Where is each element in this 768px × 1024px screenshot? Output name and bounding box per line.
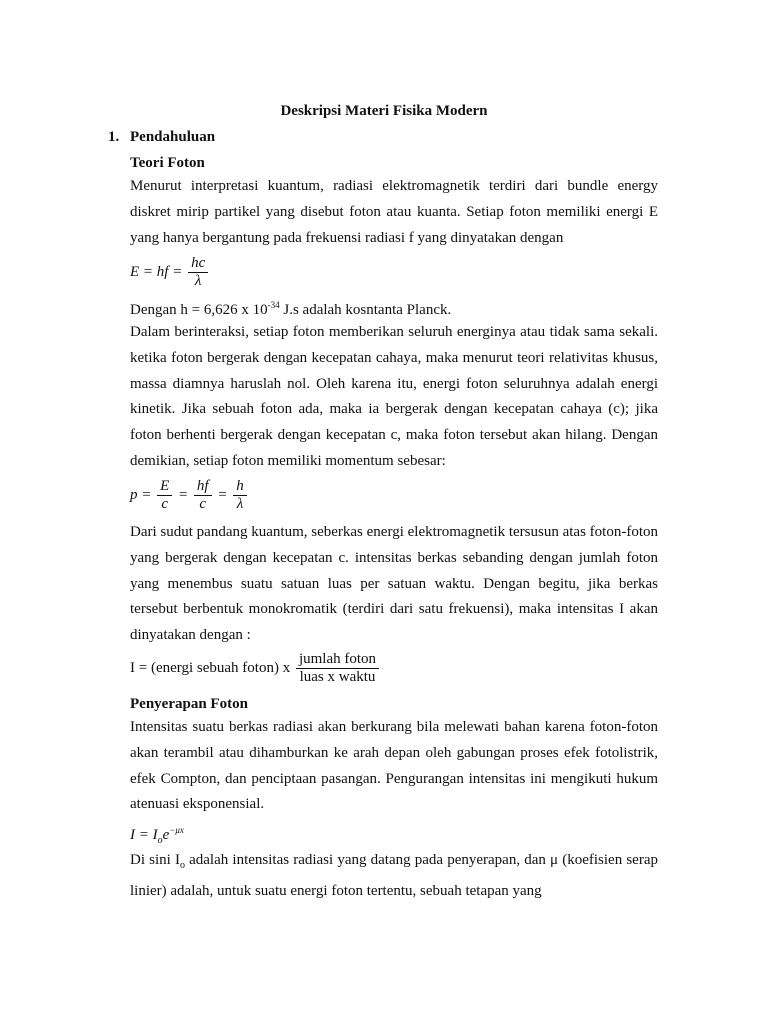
- fraction-denominator: c: [199, 496, 207, 512]
- equation-momentum: [130, 478, 249, 513]
- planck-suffix: J.s adalah kosntanta Planck.: [279, 302, 452, 318]
- planck-exponent: -34: [267, 300, 280, 310]
- para5-rest: adalah intensitas radiasi yang datang pada penyerapan, dan μ (koefisien serap linier) adalah, untuk suatu energi foton tertentu, sebuah tetapan yang: [130, 852, 658, 899]
- fraction-numerator: jumlah foton: [296, 651, 379, 669]
- fraction-e-c: [157, 478, 172, 513]
- exp-base: e: [162, 827, 170, 843]
- fraction-denominator: λ: [194, 273, 202, 289]
- fraction-hf-c: [194, 478, 212, 513]
- subheading-teori-foton: Teori Foton: [130, 155, 205, 171]
- subscript-o: o: [157, 835, 163, 846]
- subheading-penyerapan-foton: Penyerapan Foton: [130, 696, 248, 712]
- para5-subscript: o: [179, 860, 185, 871]
- paragraph-intro: Menurut interpretasi kuantum, radiasi elektromagnetik terdiri dari bundle energy diskret mirip partikel yang disebut foton atau kuanta. Setiap foton memiliki energi E yang hanya bergantung pada frekuensi radiasi f yang dinyatakan dengan: [130, 178, 658, 246]
- fraction-numerator: hf: [194, 478, 212, 496]
- equation-momentum-lhs: p =: [130, 486, 152, 503]
- section-title: Pendahuluan: [130, 129, 216, 145]
- section-number: 1.: [108, 129, 120, 145]
- planck-constant-line: [130, 300, 451, 319]
- fraction-photons-area-time: [296, 651, 379, 686]
- fraction-hc-lambda: [188, 255, 208, 290]
- equation-energy: [130, 255, 210, 290]
- equation-energy-lhs: E = hf =: [130, 263, 183, 280]
- fraction-denominator: luas x waktu: [299, 669, 376, 685]
- equals-sign: =: [178, 486, 189, 503]
- para5-prefix: Di sini I: [130, 852, 180, 868]
- paragraph-quantum-view: Dari sudut pandang kuantum, seberkas energi elektromagnetik tersusun atas foton-foton yang bergerak dengan kecepatan c. intensitas berkas sebanding dengan jumlah foton yang menembus suatu satuan luas per satuan waktu. Dengan begitu, jika berkas tersebut berbentuk monokromatik (terdiri dari satu frekuensi), maka intensitas I akan dinyatakan dengan :: [130, 524, 658, 644]
- equals-sign: =: [217, 486, 228, 503]
- fraction-numerator: hc: [188, 255, 208, 273]
- exp-power: −μx: [169, 825, 184, 835]
- equation-intensity: [130, 651, 381, 686]
- document-title: Deskripsi Materi Fisika Modern: [280, 103, 488, 119]
- equation-attenuation: [130, 825, 184, 846]
- equation-intensity-lhs: I = (energi sebuah foton) x: [130, 659, 291, 676]
- paragraph-interaction: Dalam berinteraksi, setiap foton memberikan seluruh energinya atau tidak sama sekali. ketika foton bergerak dengan kecepatan cahaya, maka menurut teori relativitas khusus, massa diamnya haruslah nol. Oleh karena itu, energi foton seluruhnya adalah energi kinetik. Jika sebuah foton ada, maka ia bergerak dengan kecepatan cahaya (c); jika foton berhenti bergerak dengan kecepatan c, maka foton tersebut akan hilang. Dengan demikian, setiap foton memiliki momentum sebesar:: [130, 324, 658, 469]
- fraction-numerator: E: [157, 478, 172, 496]
- fraction-denominator: λ: [236, 496, 244, 512]
- paragraph-absorption: Intensitas suatu berkas radiasi akan berkurang bila melewati bahan karena foton-foton akan terambil atau dihamburkan ke arah depan oleh gabungan proses efek fotolistrik, efek Compton, dan penciptaan pasangan. Pengurangan intensitas ini mengikuti hukum atenuasi eksponensial.: [130, 719, 658, 813]
- equation-attenuation-lhs: I = I: [130, 827, 158, 843]
- fraction-h-lambda: [233, 478, 247, 513]
- fraction-denominator: c: [161, 496, 169, 512]
- fraction-numerator: h: [233, 478, 247, 496]
- planck-prefix: Dengan h = 6,626 x 10: [130, 302, 268, 318]
- paragraph-definition: [130, 848, 658, 905]
